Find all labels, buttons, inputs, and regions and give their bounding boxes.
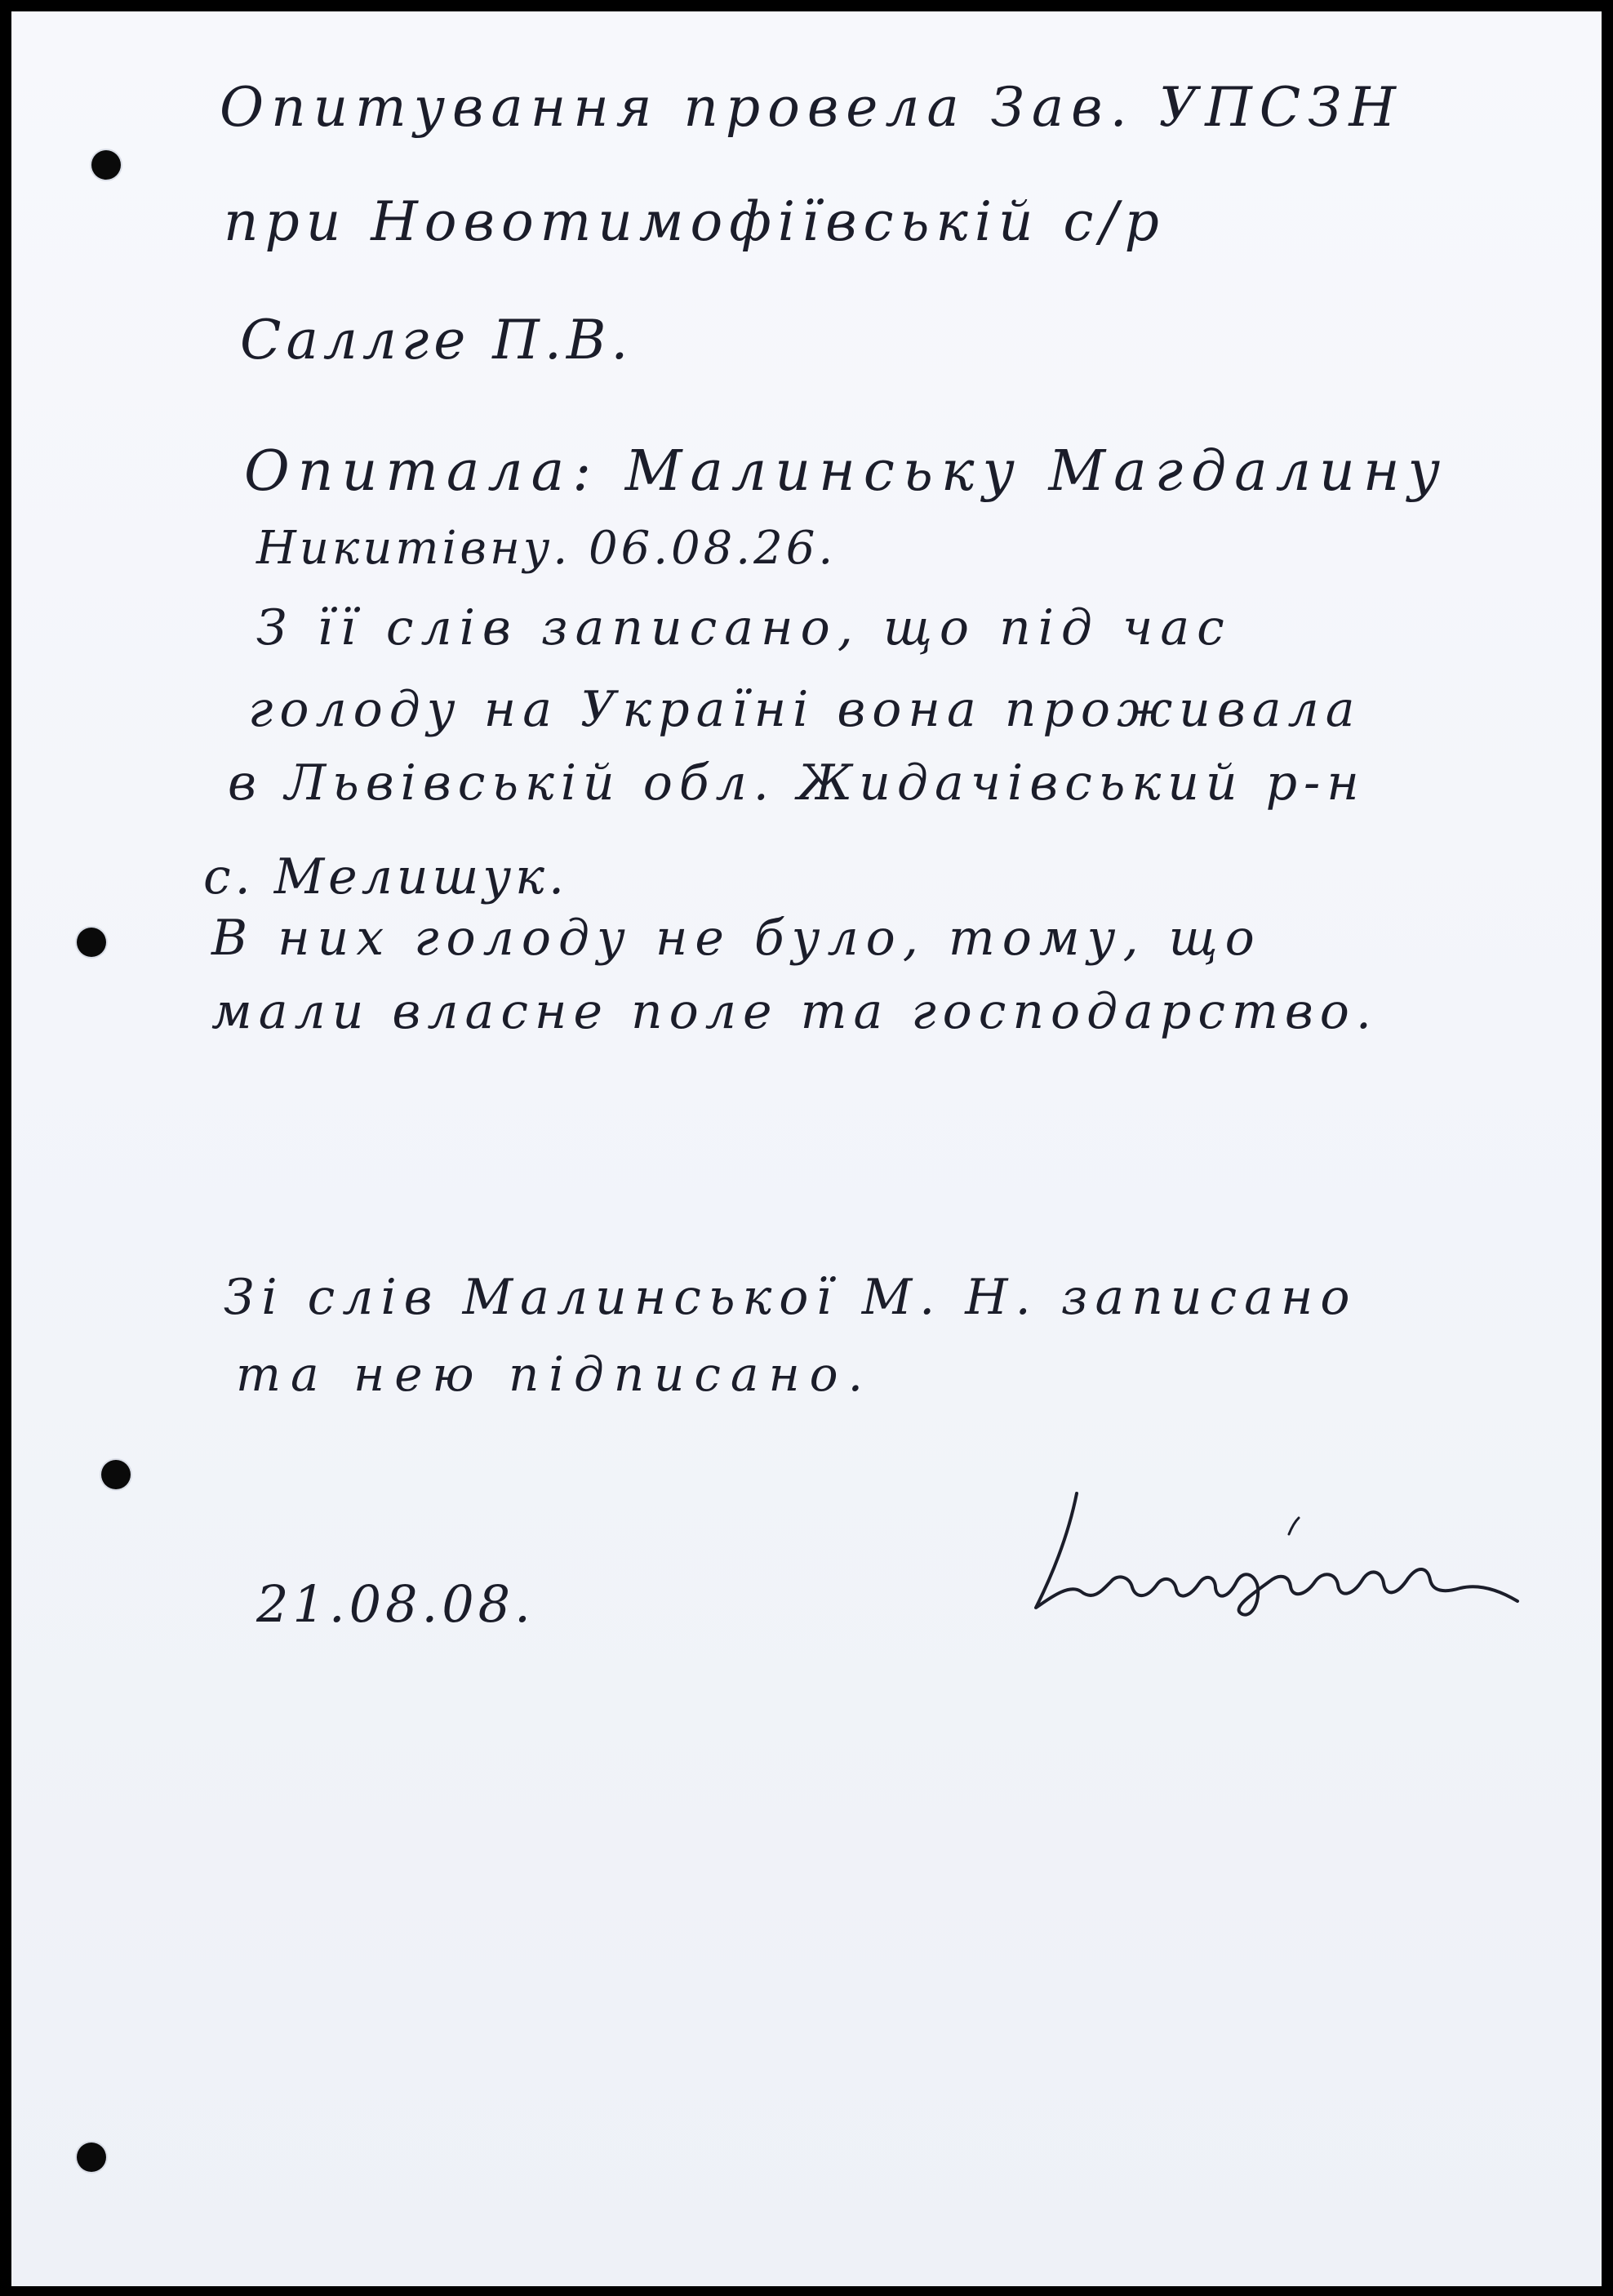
respondent-patronymic-date: Никитівну. 06.08.26. [256, 522, 837, 575]
interviewer-name: Саллге П.В. [240, 309, 633, 372]
document-sheet [11, 11, 1602, 2286]
testimony-line: с. Мелишук. [203, 848, 569, 905]
testimony-line: З її слів записано, що під час [256, 599, 1232, 656]
attestation-line: та нею підписано. [236, 1346, 873, 1402]
attestation-line: Зі слів Малинської М. Н. записано [224, 1269, 1357, 1326]
punch-hole [77, 928, 106, 957]
respondent-line: Опитала: Малинську Магдалину [244, 439, 1449, 504]
council-line: при Новотимофіївській с/р [224, 190, 1166, 253]
testimony-line: В них голоду не було, тому, що [211, 910, 1262, 967]
signature [1020, 1469, 1526, 1624]
testimony-line: мали власне поле та господарство. [211, 983, 1378, 1040]
testimony-line: в Львівській обл. Жидачівський р-н [228, 754, 1366, 812]
signing-date: 21.08.08. [256, 1574, 535, 1634]
punch-hole [91, 150, 121, 180]
punch-hole [101, 1460, 131, 1489]
testimony-line: голоду на Україні вона проживала [248, 681, 1362, 738]
interviewer-line: Опитування провела Зав. УПСЗН [220, 76, 1403, 139]
punch-hole [77, 2142, 106, 2172]
